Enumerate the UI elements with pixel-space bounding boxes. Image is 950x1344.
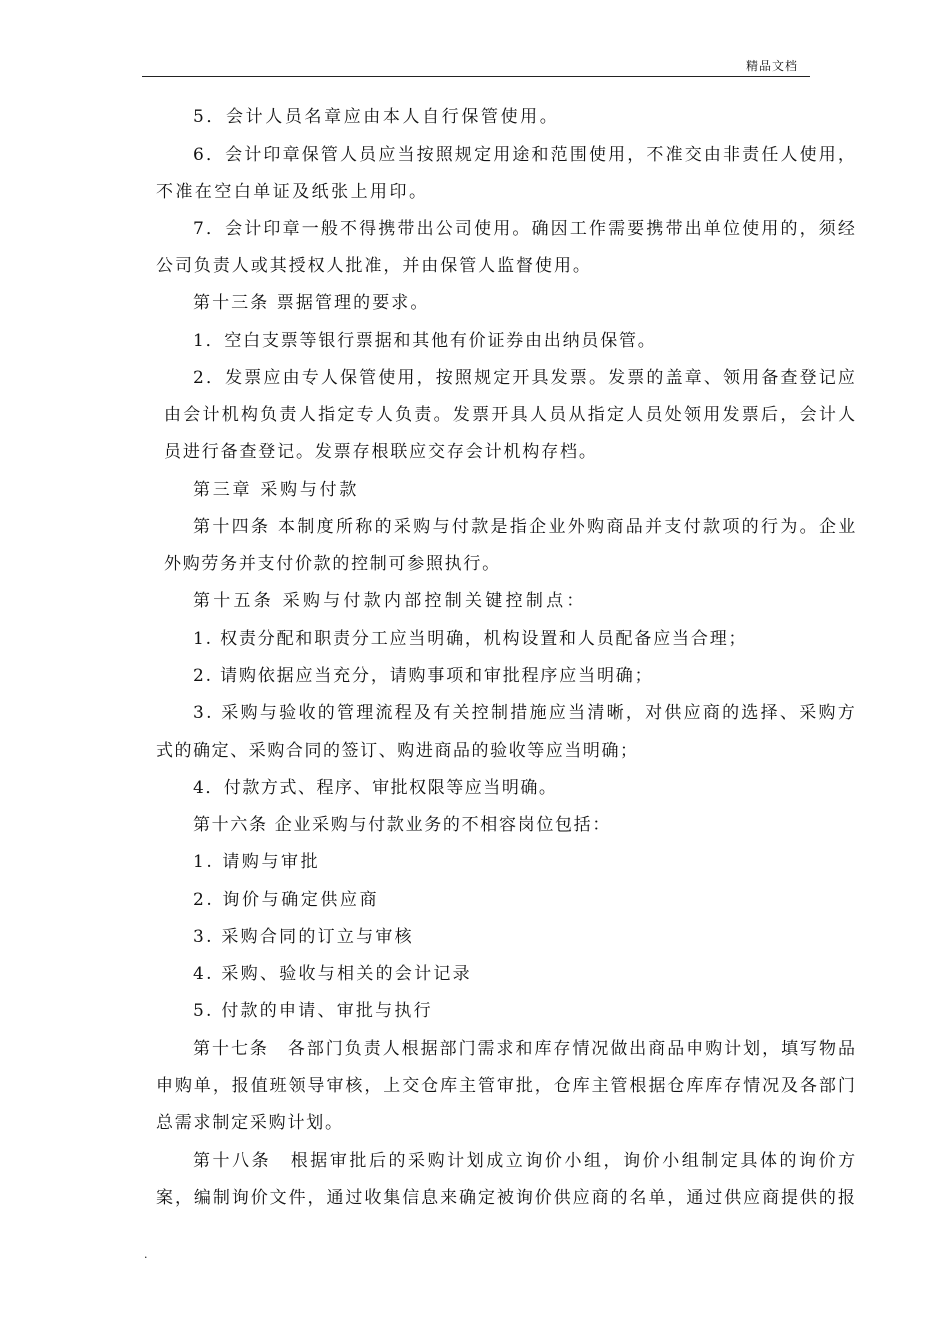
text-line: 5．会计人员名章应由本人自行保管使用。 (193, 107, 560, 127)
list-item: 4．付款方式、程序、审批权限等应当明确。 (193, 778, 558, 798)
text-line: 第十四条 本制度所称的采购与付款是指企业外购商品并支付款项的行为。企业 (193, 517, 858, 537)
header-label: 精品文档 (746, 59, 799, 73)
section-heading: 第十三条 票据管理的要求。 (193, 293, 430, 313)
text-line: 不准在空白单证及纸张上用印。 (156, 182, 429, 202)
text-line: 申购单，报值班领导审核，上交仓库主管审批，仓库主管根据仓库库存情况及各部门 (156, 1076, 857, 1096)
text-line: 2．发票应由专人保管使用，按照规定开具发票。发票的盖章、领用备查登记应 (193, 368, 858, 388)
text-line: 总需求制定采购计划。 (156, 1113, 344, 1133)
list-item: 2. 请购依据应当充分，请购事项和审批程序应当明确； (193, 666, 654, 686)
list-item: 2. 询价与确定供应商 (193, 890, 380, 910)
text-line: 6．会计印章保管人员应当按照规定用途和范围使用，不准交由非责任人使用， (193, 145, 858, 165)
list-item: 3. 采购与验收的管理流程及有关控制措施应当清晰，对供应商的选择、采购方 (193, 703, 857, 723)
text-line: 外购劳务并支付价款的控制可参照执行。 (164, 554, 501, 574)
text-line: 由会计机构负责人指定专人负责。发票开具人员从指定人员处领用发票后，会计人 (164, 405, 858, 425)
text-line: 员进行备查登记。发票存根联应交存会计机构存档。 (164, 442, 598, 462)
list-item: 1. 请购与审批 (193, 852, 321, 872)
list-item: 5. 付款的申请、审批与执行 (193, 1001, 433, 1021)
text-line: 第十七条 各部门负责人根据部门需求和库存情况做出商品申购计划，填写物品 (193, 1039, 857, 1059)
header-rule (142, 76, 810, 77)
text-line: 第十八条 根据审批后的采购计划成立询价小组，询价小组制定具体的询价方 (193, 1151, 858, 1171)
footer-mark: . (144, 1248, 148, 1261)
text-line: 公司负责人或其授权人批准，并由保管人监督使用。 (156, 256, 592, 276)
text-line: 7．会计印章一般不得携带出公司使用。确因工作需要携带出单位使用的，须经 (193, 219, 858, 239)
text-line: 1．空白支票等银行票据和其他有价证券由出纳员保管。 (193, 331, 657, 351)
list-item: 1. 权责分配和职责分工应当明确，机构设置和人员配备应当合理； (193, 629, 748, 649)
text-line: 案，编制询价文件，通过收集信息来确定被询价供应商的名单，通过供应商提供的报 (156, 1188, 857, 1208)
section-heading: 第十六条 企业采购与付款业务的不相容岗位包括： (193, 815, 612, 835)
chapter-heading: 第三章 采购与付款 (193, 480, 360, 500)
list-item: 3. 采购合同的订立与审核 (193, 927, 414, 947)
section-heading: 第十五条 采购与付款内部控制关键控制点： (193, 591, 587, 611)
text-line: 式的确定、采购合同的签订、购进商品的验收等应当明确； (156, 741, 639, 761)
list-item: 4. 采购、验收与相关的会计记录 (193, 964, 472, 984)
